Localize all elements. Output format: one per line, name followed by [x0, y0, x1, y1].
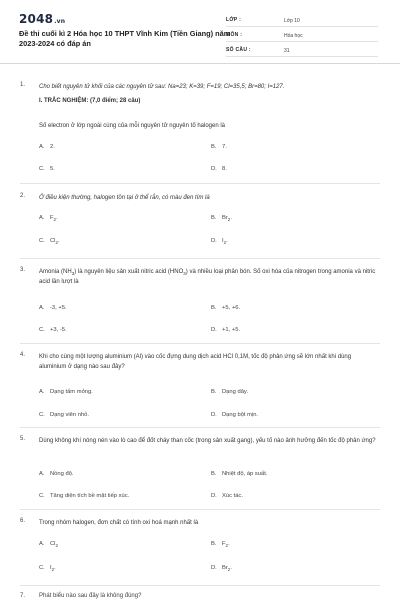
question-text: Dùng không khí nóng nén vào lò cao để đốt cháy than cốc (trong sản xuất gang), yếu tố nào ảnh hưởng đến tốc độ phản ứng? — [39, 438, 376, 444]
subscript: 3 — [71, 270, 75, 276]
option-a[interactable] — [39, 305, 67, 311]
option-text: Xúc tác. — [222, 493, 243, 499]
option-text: I — [222, 238, 224, 244]
subscript: 2 — [227, 566, 231, 572]
option-letter: C. — [39, 493, 45, 499]
option-text: 2. — [50, 144, 55, 150]
option-letter: C. — [39, 238, 45, 244]
option-letter: B. — [211, 541, 217, 547]
option-c[interactable] — [39, 238, 60, 244]
option-end: . — [58, 238, 60, 244]
option-d[interactable] — [211, 166, 227, 172]
logo-suffix: .vn — [54, 18, 66, 25]
option-text: -3, +5. — [50, 305, 67, 311]
meta-key: MÔN : — [226, 32, 243, 38]
option-text: F — [50, 215, 54, 221]
option-letter: D. — [211, 565, 217, 571]
option-letter: A. — [39, 215, 45, 221]
option-d[interactable] — [211, 412, 258, 418]
option-text: Cl — [50, 238, 56, 244]
option-letter: A. — [39, 541, 45, 547]
option-text: Dạng tấm mỏng. — [50, 389, 93, 395]
option-letter: C. — [39, 412, 45, 418]
meta-value: Hóa học — [284, 32, 303, 39]
question-7 — [20, 593, 141, 599]
meta-value: 31 — [284, 47, 290, 54]
meta-subject — [226, 30, 378, 42]
logo-text: 2048 — [19, 12, 54, 26]
question-text: Phát biểu nào sau đây là không đúng? — [39, 593, 142, 599]
meta-question-count — [226, 45, 378, 57]
option-a[interactable] — [39, 389, 93, 395]
question-number: 5. — [20, 436, 26, 442]
option-text: Br — [222, 215, 228, 221]
option-letter: A. — [39, 389, 45, 395]
question-number: 3. — [20, 267, 26, 273]
option-b[interactable] — [211, 305, 240, 311]
option-d[interactable] — [211, 238, 228, 244]
option-letter: B. — [211, 215, 217, 221]
question-text: Ở điều kiện thường, halogen tồn tại ở thể rắn, có màu đen tím là — [39, 195, 210, 201]
text-part: Amonia (NH — [39, 269, 72, 275]
option-a[interactable] — [39, 144, 55, 150]
option-text: 7. — [222, 144, 227, 150]
option-end: . — [230, 215, 232, 221]
option-letter: D. — [211, 412, 217, 418]
option-text: Br — [222, 565, 228, 571]
site-logo[interactable] — [19, 12, 65, 26]
divider — [20, 343, 380, 344]
option-letter: A. — [39, 144, 45, 150]
subscript: 2 — [55, 239, 58, 245]
option-text: Nhiệt độ, áp suất. — [222, 471, 268, 477]
option-text: 8. — [222, 166, 227, 172]
option-b[interactable] — [211, 541, 230, 547]
option-text: +1, +5. — [222, 327, 241, 333]
question-intro: Cho biết nguyên tử khối của các nguyên tử sau: Na=23; K=39; F=19; Cl=35,5; Br=80; I=127. — [39, 84, 285, 90]
question-text: Trong nhóm halogen, đơn chất có tính oxi hoá mạnh nhất là — [39, 520, 199, 526]
option-b[interactable] — [211, 215, 232, 221]
divider — [20, 585, 380, 586]
option-letter: C. — [39, 327, 45, 333]
option-text: 5. — [50, 166, 55, 172]
question-number: 6. — [20, 518, 26, 524]
option-text: F — [222, 541, 226, 547]
option-c[interactable] — [39, 412, 89, 418]
option-letter: D. — [211, 493, 217, 499]
question-number: 2. — [20, 193, 26, 199]
option-letter: B. — [211, 305, 217, 311]
question-2 — [20, 193, 380, 253]
question-number: 1. — [20, 82, 26, 88]
option-a[interactable] — [39, 541, 58, 547]
option-end: . — [228, 541, 230, 547]
option-text: Cl — [50, 541, 56, 547]
meta-value: Lớp 10 — [284, 17, 300, 24]
option-b[interactable] — [211, 389, 248, 395]
subscript: 3 — [183, 270, 186, 276]
divider — [20, 509, 380, 510]
option-letter: B. — [211, 471, 217, 477]
option-text: Tăng diện tích bề mặt tiếp xúc. — [50, 493, 130, 499]
option-b[interactable] — [211, 144, 227, 150]
option-text: Dạng dây. — [222, 389, 248, 395]
divider — [20, 258, 380, 259]
question-5 — [20, 436, 380, 508]
subscript: 2 — [53, 216, 57, 222]
option-letter: B. — [211, 389, 217, 395]
option-a[interactable] — [39, 471, 74, 477]
subscript: 2 — [223, 239, 227, 245]
subscript: 2 — [225, 542, 229, 548]
subscript: 2 — [55, 542, 58, 548]
page-header — [0, 0, 400, 64]
option-text: +3, -5. — [50, 327, 67, 333]
divider — [20, 427, 380, 428]
option-end: . — [56, 215, 58, 221]
option-text: Dạng viên nhỏ. — [50, 412, 89, 418]
text-part: ) là nguyên liệu sản xuất nitric acid (HNO — [74, 269, 184, 275]
option-letter: B. — [211, 144, 217, 150]
meta-key: LỚP : — [226, 17, 242, 23]
question-text: Số electron ở lớp ngoài cùng của mỗi nguyên tử nguyên tố halogen là — [39, 123, 226, 129]
option-d[interactable] — [211, 327, 240, 333]
option-a[interactable] — [39, 215, 58, 221]
option-b[interactable] — [211, 471, 267, 477]
option-letter: D. — [211, 327, 217, 333]
question-1 — [20, 82, 380, 182]
question-number: 7. — [20, 593, 26, 599]
meta-key: SỐ CÂU : — [226, 47, 251, 53]
option-letter: A. — [39, 471, 45, 477]
option-letter: C. — [39, 565, 45, 571]
option-letter: D. — [211, 166, 217, 172]
option-c[interactable] — [39, 166, 55, 172]
option-letter: D. — [211, 238, 217, 244]
subscript: 2 — [227, 216, 231, 222]
option-d[interactable] — [211, 493, 243, 499]
option-letter: C. — [39, 166, 45, 172]
question-text — [39, 267, 379, 287]
option-end: . — [226, 238, 228, 244]
option-text: Dạng bột mịn. — [222, 412, 259, 418]
option-text: Nồng độ. — [50, 471, 74, 477]
option-c[interactable] — [39, 565, 56, 571]
option-text: +5, +6. — [222, 305, 241, 311]
question-6 — [20, 518, 380, 582]
option-c[interactable] — [39, 493, 129, 499]
option-end: . — [54, 565, 56, 571]
divider — [20, 183, 380, 184]
option-d[interactable] — [211, 565, 232, 571]
option-text: I — [50, 565, 52, 571]
text-part: ) và nhiều loại phân bón. Số oxi hóa của nitrogen trong amonia và nitric acid lần lượt là — [39, 269, 376, 285]
section-heading: I. TRẮC NGHIỆM: (7,0 điểm; 28 câu) — [39, 98, 141, 104]
subscript: 2 — [51, 566, 55, 572]
question-number: 4. — [20, 352, 26, 358]
question-4 — [20, 352, 380, 424]
option-end: . — [230, 565, 232, 571]
page-title: Đề thi cuối kì 2 Hóa học 10 THPT Vĩnh Kim (Tiền Giang) năm 2023-2024 có đáp án — [19, 29, 231, 48]
question-text: Khi cho cùng một lượng aluminium (Al) vào cốc đựng dung dịch acid HCl 0,1M, tốc độ phản ứng sẽ lớn nhất khi dùng aluminium ở dạng nào sau đây? — [39, 354, 352, 370]
meta-grade — [226, 15, 378, 27]
option-c[interactable] — [39, 327, 67, 333]
option-letter: A. — [39, 305, 45, 311]
question-3 — [20, 267, 380, 339]
